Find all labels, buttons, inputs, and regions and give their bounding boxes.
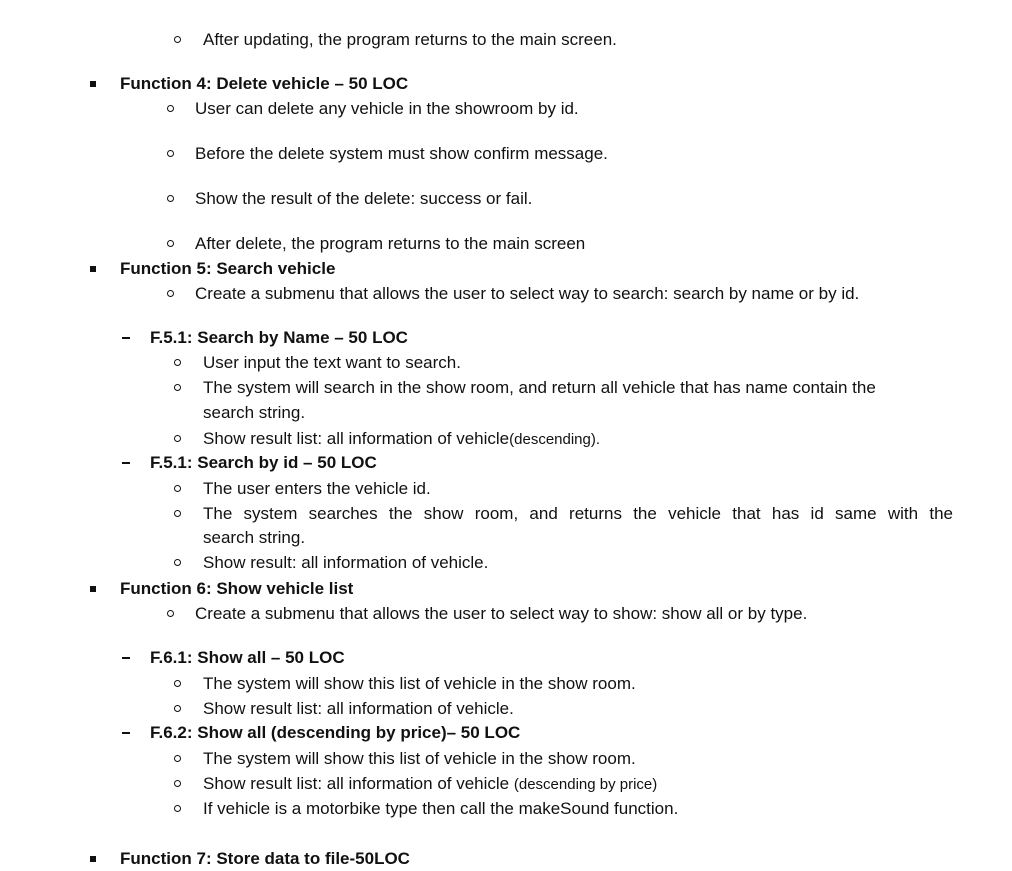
clipped-previous-line [0,0,1012,4]
circle-bullet-icon [174,485,181,492]
list-item: User input the text want to search. [203,353,461,372]
list-item: Create a submenu that allows the user to select way to search: search by name or by id. [195,284,860,303]
list-item: The system will show this list of vehicle in the show room. [203,674,636,693]
circle-bullet-icon [174,36,181,43]
square-bullet-icon [90,81,96,87]
circle-bullet-icon [174,805,181,812]
square-bullet-icon [90,266,96,272]
f-6-2-heading: F.6.2: Show all (descending by price)– 50 LOC [150,723,521,742]
circle-bullet-icon [174,435,181,442]
dash-bullet-icon [122,462,130,464]
function-5-heading: Function 5: Search vehicle [120,259,336,278]
list-item: The system will show this list of vehicle in the show room. [203,749,636,768]
circle-bullet-icon [174,680,181,687]
f-5-1-id-heading: F.5.1: Search by id – 50 LOC [150,453,377,472]
list-item: Before the delete system must show confirm message. [195,144,608,163]
list-item: The user enters the vehicle id. [203,479,431,498]
dash-bullet-icon [122,732,130,734]
list-item: Create a submenu that allows the user to select way to show: show all or by type. [195,604,808,623]
dash-bullet-icon [122,337,130,339]
list-item: Show the result of the delete: success or fail. [195,189,533,208]
circle-bullet-icon [174,755,181,762]
circle-bullet-icon [174,705,181,712]
circle-bullet-icon [174,359,181,366]
circle-bullet-icon [174,384,181,391]
list-item: Show result list: all information of vehicle (descending by price) [203,774,658,793]
f-5-1-name-heading: F.5.1: Search by Name – 50 LOC [150,328,408,347]
square-bullet-icon [90,586,96,592]
f-6-1-heading: F.6.1: Show all – 50 LOC [150,648,345,667]
square-bullet-icon [90,856,96,862]
list-item: After delete, the program returns to the main screen [195,234,586,253]
list-item-continuation: search string. [203,528,306,547]
function-6-heading: Function 6: Show vehicle list [120,579,354,598]
circle-bullet-icon [174,559,181,566]
circle-bullet-icon [174,510,181,517]
list-item: Show result list: all information of vehicle(descending). [203,429,601,448]
list-item: If vehicle is a motorbike type then call the makeSound function. [203,799,679,818]
circle-bullet-icon [167,240,174,247]
list-item: User can delete any vehicle in the showroom by id. [195,99,579,118]
function-7-heading: Function 7: Store data to file-50LOC [120,849,410,868]
list-item: The system searches the show room, and returns the vehicle that has id same with the [203,504,953,523]
list-item-continuation: search string. [203,403,306,422]
circle-bullet-icon [174,780,181,787]
list-item: Show result list: all information of vehicle. [203,699,514,714]
circle-bullet-icon [167,150,174,157]
function-4-heading: Function 4: Delete vehicle – 50 LOC [120,74,409,93]
list-item: After updating, the program returns to the main screen. [203,30,617,49]
circle-bullet-icon [167,610,174,617]
dash-bullet-icon [122,657,130,659]
list-item: Show result: all information of vehicle. [203,553,489,572]
list-item: The system will search in the show room, and return all vehicle that has name contain the [203,378,876,397]
circle-bullet-icon [167,195,174,202]
circle-bullet-icon [167,290,174,297]
circle-bullet-icon [167,105,174,112]
